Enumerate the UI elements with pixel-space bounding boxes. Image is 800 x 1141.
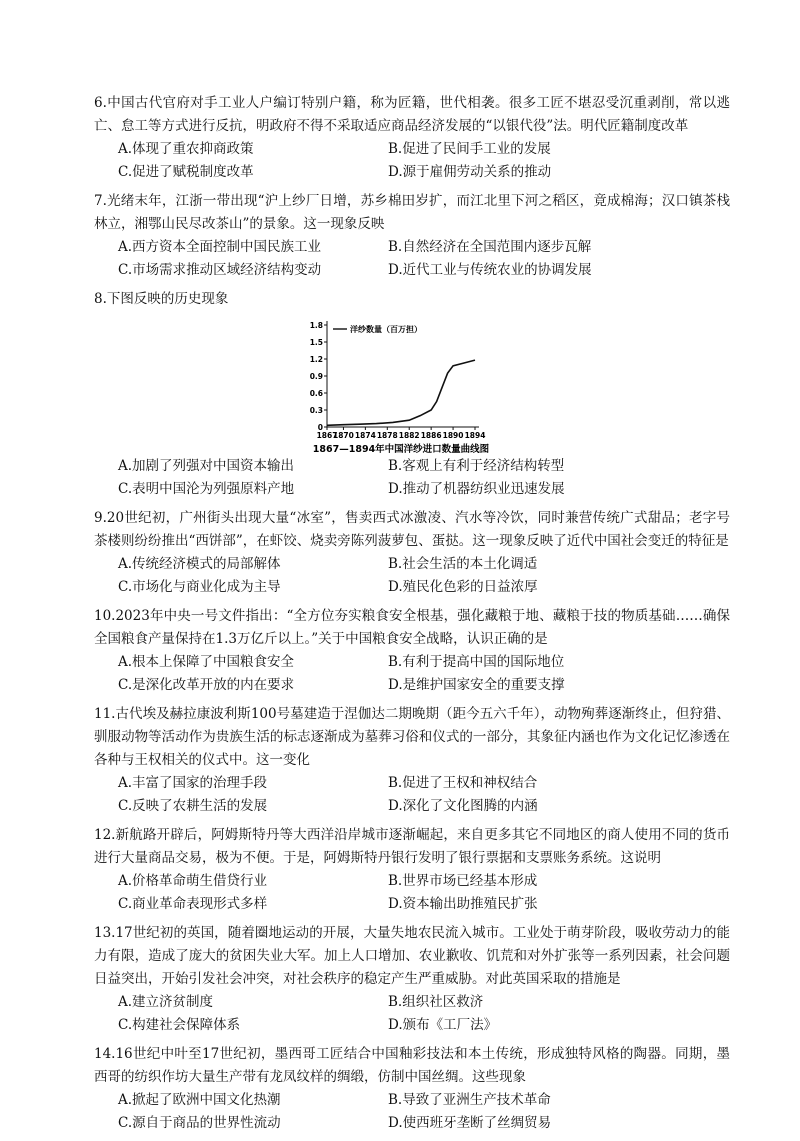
option-d: D.推动了机器纺织业迅速发展 <box>388 481 565 497</box>
option-d: D.颁布《工厂法》 <box>388 1017 498 1033</box>
chart-title: 1867—1894年中国洋纱进口数量曲线图 <box>312 444 490 453</box>
question-stem: 10.2023年中央一号文件指出：“全方位夯实粮食安全根基，强化藏粮于地、藏粮于技的物质基础……确保全国粮食产量保持在1.3万亿斤以上。”关于中国粮食安全战略，认识正确的是 <box>94 608 730 647</box>
x-tick-label: 1886 <box>420 431 442 440</box>
y-tick-label: 0.9 <box>309 372 323 381</box>
options <box>118 553 730 599</box>
options <box>118 870 730 916</box>
x-tick-label: 1874 <box>354 431 376 440</box>
question-stem: 12.新航路开辟后，阿姆斯特丹等大西洋沿岸城市逐渐崛起，来自更多其它不同地区的商人使用不同的货币进行大量商品交易，极为不便。于是，阿姆斯特丹银行发明了银行票据和支票账务系统。这说明 <box>94 827 730 866</box>
option-b: B.组织社区救济 <box>388 994 484 1010</box>
question-13 <box>94 922 730 1037</box>
question-8 <box>94 288 730 501</box>
question-stem: 8.下图反映的历史现象 <box>94 291 229 307</box>
options <box>118 651 730 697</box>
option-c: C.源自于商品的世界性流动 <box>118 1115 281 1131</box>
options <box>118 236 730 282</box>
y-tick-label: 1.2 <box>309 355 323 364</box>
option-b: B.有利于提高中国的国际地位 <box>388 654 565 670</box>
option-a: A.体现了重农抑商政策 <box>118 141 254 157</box>
x-tick-label: 1870 <box>333 431 354 440</box>
option-d: D.资本输出助推殖民扩张 <box>388 896 538 912</box>
y-tick-label: 0.6 <box>309 389 323 398</box>
option-d: D.使西班牙垄断了丝绸贸易 <box>388 1115 552 1131</box>
question-14 <box>94 1043 730 1135</box>
option-b: B.导致了亚洲生产技术革命 <box>388 1092 551 1108</box>
option-a: A.掀起了欧洲中国文化热潮 <box>118 1092 281 1108</box>
option-c: C.商业革命表现形式多样 <box>118 896 268 912</box>
option-c: C.反映了农耕生活的发展 <box>118 798 268 814</box>
option-c: C.表明中国沦为列强原料产地 <box>118 481 295 497</box>
option-b: B.客观上有利于经济结构转型 <box>388 458 565 474</box>
y-tick-label: 0 <box>317 423 323 432</box>
options <box>118 1089 730 1135</box>
y-tick-label: 0.3 <box>309 406 323 415</box>
option-b: B.自然经济在全国范围内逐步瓦解 <box>388 239 592 255</box>
question-7 <box>94 190 730 282</box>
question-stem: 14.16世纪中叶至17世纪初，墨西哥工匠结合中国釉彩技法和本土传统，形成独特风格的陶器。同期，墨西哥的纺织作坊大量生产带有龙凤纹样的绸缎，仿制中国丝绸。这些现象 <box>94 1046 730 1085</box>
option-a: A.丰富了国家的治理手段 <box>118 775 268 791</box>
options <box>118 772 730 818</box>
option-c: C.是深化改革开放的内在要求 <box>118 677 295 693</box>
legend-label: 洋纱数量（百万担） <box>350 325 422 334</box>
exam-page <box>94 92 730 1141</box>
x-tick-label: 1867 <box>316 431 338 440</box>
question-6 <box>94 92 730 184</box>
x-tick-label: 1894 <box>464 431 486 440</box>
x-tick-label: 1878 <box>376 431 398 440</box>
option-d: D.源于雇佣劳动关系的推动 <box>388 164 552 180</box>
question-10 <box>94 605 730 697</box>
series-line <box>327 360 475 425</box>
option-c: C.促进了赋税制度改革 <box>118 164 254 180</box>
option-b: B.社会生活的本土化调适 <box>388 556 538 572</box>
option-d: D.是维护国家安全的重要支撑 <box>388 677 565 693</box>
options <box>118 455 730 501</box>
option-c: C.市场需求推动区域经济结构变动 <box>118 262 322 278</box>
question-12 <box>94 824 730 916</box>
question-stem: 13.17世纪初的英国，随着圈地运动的开展，大量失地农民流入城市。工业处于萌芽阶段，吸收劳动力的能力有限，造成了庞大的贫困失业大军。加上人口增加、农业歉收、饥荒和对外扩张等一系列因素，社会问题日益突出，开始引发社会冲突，对社会秩序的稳定产生严重威胁。对此英国采取的措施是 <box>94 925 730 987</box>
y-tick-label: 1.5 <box>309 338 323 347</box>
option-a: A.根本上保障了中国粮食安全 <box>118 654 295 670</box>
option-d: D.深化了文化图腾的内涵 <box>388 798 538 814</box>
question-9 <box>94 507 730 599</box>
option-c: C.构建社会保障体系 <box>118 1017 241 1033</box>
option-a: A.传统经济模式的局部解体 <box>118 556 281 572</box>
option-b: B.世界市场已经基本形成 <box>388 873 538 889</box>
option-a: A.建立济贫制度 <box>118 994 214 1010</box>
x-tick-label: 1890 <box>442 431 464 440</box>
options <box>118 138 730 184</box>
question-11 <box>94 703 730 818</box>
option-a: A.西方资本全面控制中国民族工业 <box>118 239 322 255</box>
option-a: A.价格革命萌生借贷行业 <box>118 873 268 889</box>
x-tick-label: 1882 <box>398 431 420 440</box>
question-stem: 7.光绪末年，江浙一带出现“沪上纱厂日增，苏乡棉田岁扩，而江北里下河之稻区，竟成棉海；汉口镇茶栈林立，湘鄂山民尽改茶山”的景象。这一现象反映 <box>94 193 730 232</box>
option-d: D.近代工业与传统农业的协调发展 <box>388 262 592 278</box>
option-b: B.促进了王权和神权结合 <box>388 775 538 791</box>
options <box>118 991 730 1037</box>
option-c: C.市场化与商业化成为主导 <box>118 579 281 595</box>
option-b: B.促进了民间手工业的发展 <box>388 141 551 157</box>
y-tick-label: 1.8 <box>309 321 323 330</box>
question-stem: 11.古代埃及赫拉康波利斯100号墓建造于涅伽达二期晚期（距今五六千年），动物殉葬逐渐终止，但狩猎、驯服动物等活动作为贵族生活的标志逐渐成为墓葬习俗和仪式的一部分，其象征内涵也作为文化记忆渗透在各种与王权相关的仪式中。这一变化 <box>94 706 730 768</box>
yarn-import-chart <box>94 315 730 453</box>
option-d: D.殖民化色彩的日益浓厚 <box>388 579 538 595</box>
question-stem: 6.中国古代官府对手工业人户编订特别户籍，称为匠籍，世代相袭。很多工匠不堪忍受沉重剥削，常以逃亡、怠工等方式进行反抗，明政府不得不采取适应商品经济发展的“以银代役”法。明代匠籍制度改革 <box>94 95 730 134</box>
option-a: A.加剧了列强对中国资本输出 <box>118 458 295 474</box>
question-stem: 9.20世纪初，广州街头出现大量“冰室”，售卖西式冰激凌、汽水等冷饮，同时兼营传统广式甜品；老字号茶楼则纷纷推出“西饼部”，在虾饺、烧卖旁陈列菠萝包、蛋挞。这一现象反映了近代中国社会变迁的特征是 <box>94 510 730 549</box>
